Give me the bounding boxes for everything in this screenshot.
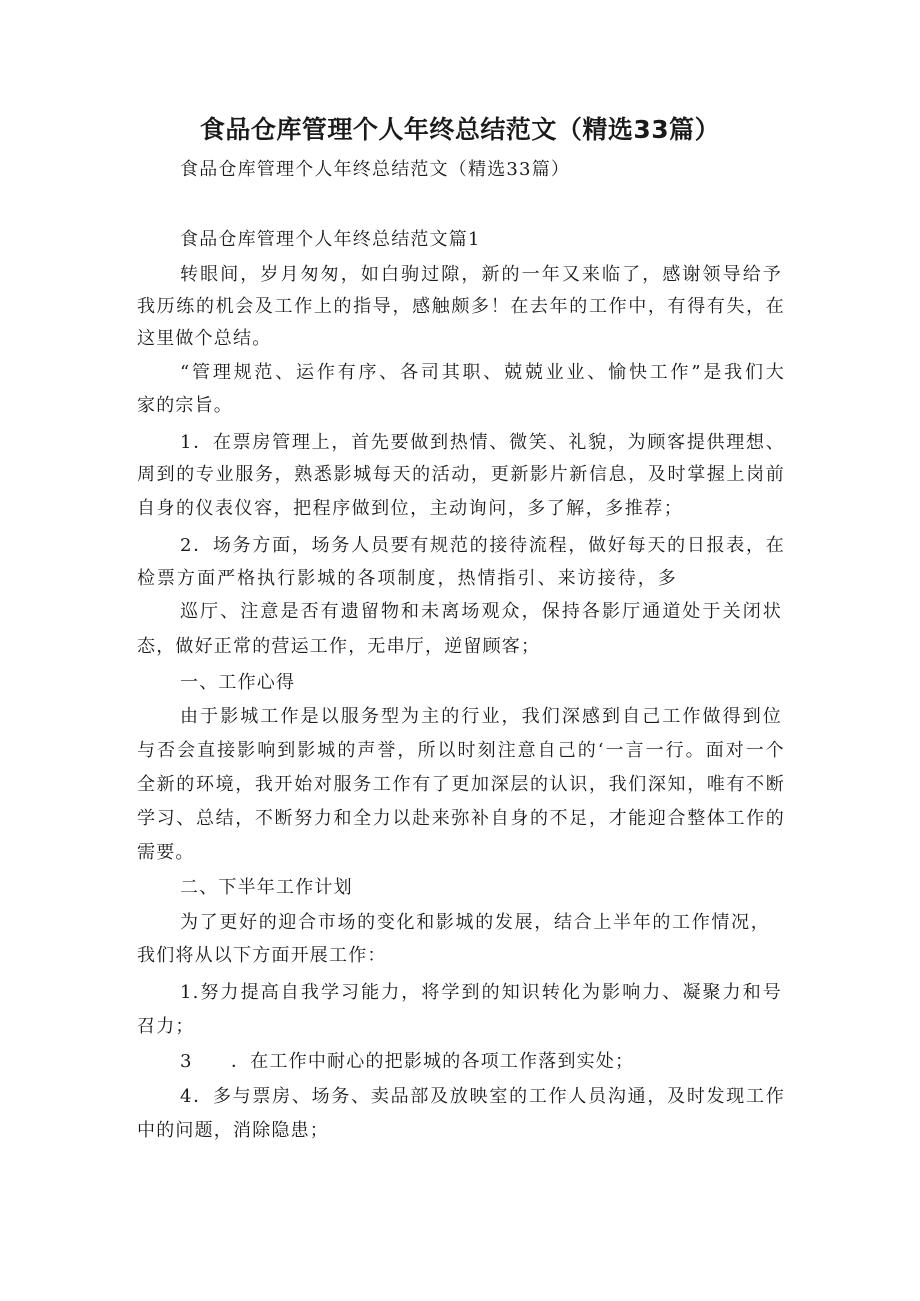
paragraph-line: 态，做好正常的营运工作，无串厅，逆留顾客； — [137, 636, 541, 657]
paragraph-line: 学习、总结，不断努力和全力以赴来弥补自身的不足，才能迎合整体工作的 — [137, 808, 785, 829]
paragraph-line: 1．在票房管理上，首先要做到热情、微笑、礼貌，为顾客提供理想、 — [180, 432, 785, 453]
paragraph-line: 我历练的机会及工作上的指导，感触颇多！在去年的工作中，有得有失，在 — [137, 296, 785, 317]
paragraph-line: “管理规范、运作有序、各司其职、兢兢业业、愉快工作”是我们大 — [180, 362, 785, 383]
paragraph-line: 转眼间，岁月匆匆，如白驹过隙，新的一年又来临了，感谢领导给予 — [180, 264, 782, 285]
paragraph-line: 这里做个总结。 — [137, 328, 272, 349]
paragraph-line: 全新的环境，我开始对服务工作有了更加深层的认识，我们深知，唯有不断 — [137, 774, 785, 795]
paragraph-line: 中的问题，消除隐患； — [137, 1120, 329, 1141]
paragraph-line: 为了更好的迎合市场的变化和影城的发展，结合上半年的工作情况， — [180, 912, 770, 933]
section-heading: 一、工作心得 — [180, 672, 296, 693]
document-title: 食品仓库管理个人年终总结范文（精选33篇） — [199, 115, 721, 144]
paragraph-line: 2．场务方面，场务人员要有规范的接待流程，做好每天的日报表，在 — [180, 535, 785, 556]
paragraph-line: 家的宗旨。 — [137, 395, 233, 416]
paragraph-line: 1.努力提高自我学习能力，将学到的知识转化为影响力、凝聚力和号 — [180, 982, 782, 1003]
paragraph-line: 3 ．在工作中耐心的把影城的各项工作落到实处； — [180, 1051, 635, 1072]
paragraph-line: 4．多与票房、场务、卖品部及放映室的工作人员沟通，及时发现工作 — [180, 1086, 785, 1107]
section-heading: 二、下半年工作计划 — [180, 877, 353, 898]
paragraph-line: 我们将从以下方面开展工作： — [137, 945, 387, 966]
paragraph-line: 检票方面严格执行影城的各项制度，热情指引、来访接待，多 — [137, 568, 677, 589]
document-subtitle: 食品仓库管理个人年终总结范文（精选33篇） — [180, 159, 571, 180]
section-heading: 食品仓库管理个人年终总结范文篇1 — [180, 229, 481, 250]
paragraph-line: 周到的专业服务，熟悉影城每天的活动，更新影片新信息，及时掌握上岗前 — [137, 464, 785, 485]
paragraph-line: 需要。 — [137, 842, 195, 863]
paragraph-line: 由于影城工作是以服务型为主的行业，我们深感到自己工作做得到位 — [180, 706, 782, 727]
paragraph-line: 召力； — [137, 1016, 195, 1037]
paragraph-line: 与否会直接影响到影城的声誉，所以时刻注意自己的‘一言一行。面对一个 — [137, 740, 785, 761]
paragraph-line: 巡厅、注意是否有遗留物和未离场观众，保持各影厅通道处于关闭状 — [180, 601, 782, 622]
paragraph-line: 自身的仪表仪容，把程序做到位，主动询问，多了解，多推荐； — [137, 498, 683, 519]
